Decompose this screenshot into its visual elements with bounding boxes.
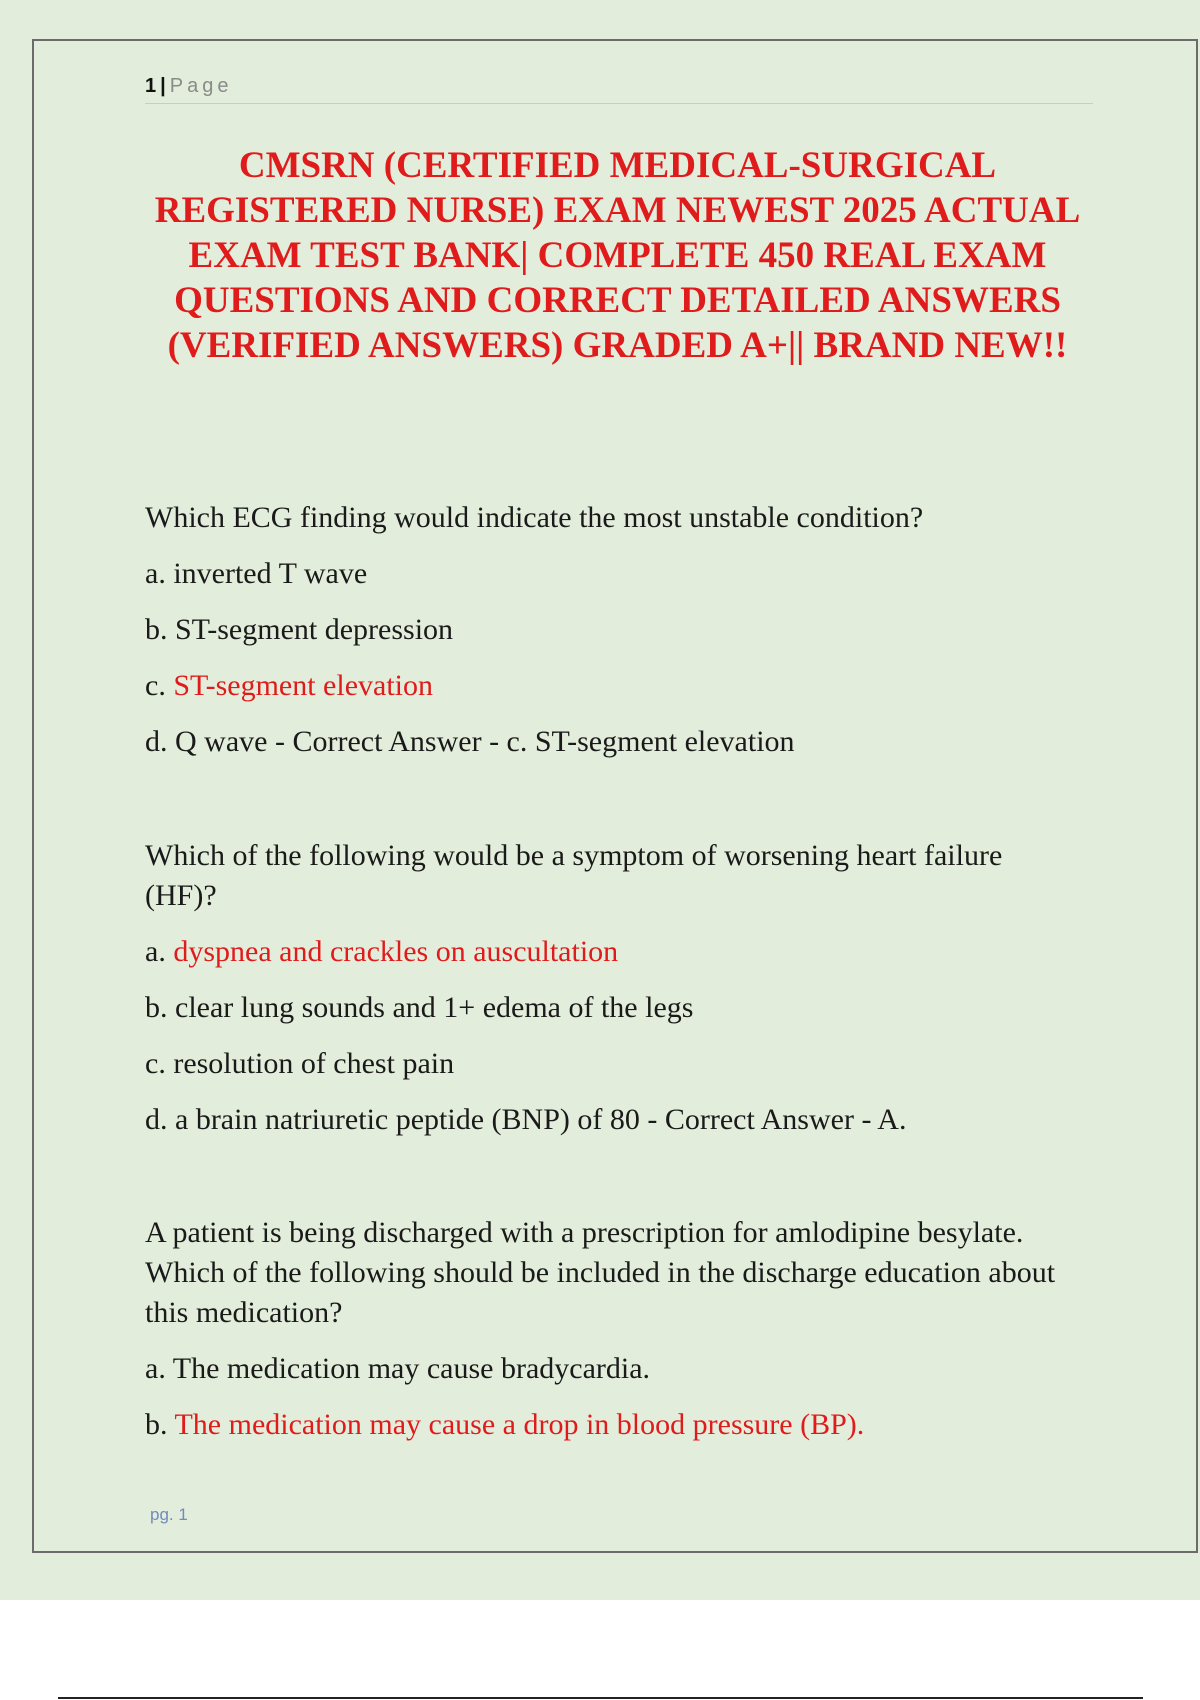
answer-option: [145, 610, 1080, 650]
option-prefix: a.: [145, 935, 174, 968]
question-block: [145, 1213, 1080, 1445]
answer-option: [145, 1044, 1080, 1084]
page-number: 1: [145, 75, 157, 97]
option-prefix: b.: [145, 991, 175, 1024]
option-prefix: a.: [145, 557, 174, 590]
option-text: Q wave - Correct Answer - c. ST-segment elevation: [175, 725, 795, 758]
option-text: clear lung sounds and 1+ edema of the legs: [175, 991, 694, 1024]
answer-option: [145, 554, 1080, 594]
option-text-highlighted: ST-segment elevation: [173, 669, 434, 702]
option-prefix: b.: [145, 613, 175, 646]
option-prefix: d.: [145, 725, 175, 758]
option-text: inverted T wave: [173, 557, 368, 590]
question-block: [145, 498, 1080, 762]
answer-option: [145, 1349, 1080, 1389]
answer-option: [145, 932, 1080, 972]
option-text: resolution of chest pain: [173, 1047, 455, 1080]
question-text: Which of the following would be a symptom of worsening heart failure (HF)?: [145, 839, 1003, 912]
header-separator: |: [160, 75, 166, 97]
option-prefix: c.: [145, 669, 174, 702]
answer-option: [145, 988, 1080, 1028]
option-text: The medication may cause bradycardia.: [172, 1352, 651, 1385]
page-footer: pg. 1: [150, 1505, 188, 1524]
bottom-divider: [58, 1697, 1143, 1699]
option-text: a brain natriuretic peptide (BNP) of 80 - Correct Answer - A.: [175, 1103, 907, 1136]
page-header: [145, 73, 1093, 104]
page-label: Page: [169, 75, 233, 97]
answer-option: [145, 666, 1080, 706]
option-text-highlighted: dyspnea and crackles on auscultation: [173, 935, 619, 968]
option-prefix: d.: [145, 1103, 175, 1136]
option-text-highlighted: The medication may cause a drop in blood pressure (BP).: [174, 1408, 865, 1441]
question-text: Which ECG finding would indicate the most unstable condition?: [145, 501, 924, 534]
option-text: ST-segment depression: [175, 613, 454, 646]
answer-option: [145, 1100, 1080, 1140]
option-prefix: c.: [145, 1047, 174, 1080]
answer-option: [145, 722, 1080, 762]
option-prefix: a.: [145, 1352, 173, 1385]
option-prefix: b.: [145, 1408, 175, 1441]
answer-option: [145, 1405, 1080, 1445]
question-block: [145, 836, 1080, 1140]
document-title: CMSRN (CERTIFIED MEDICAL-SURGICAL REGISTERED NURSE) EXAM NEWEST 2025 ACTUAL EXAM TEST BANK| COMPLETE 450 REAL EXAM QUESTIONS AND CORRECT DETAILED ANSWERS (VERIFIED ANSWERS) GRADED A+|| BRAND NEW!!: [154, 145, 1081, 366]
question-text: A patient is being discharged with a prescription for amlodipine besylate. Which of the following should be included in the discharge education about this medication?: [145, 1216, 1056, 1329]
